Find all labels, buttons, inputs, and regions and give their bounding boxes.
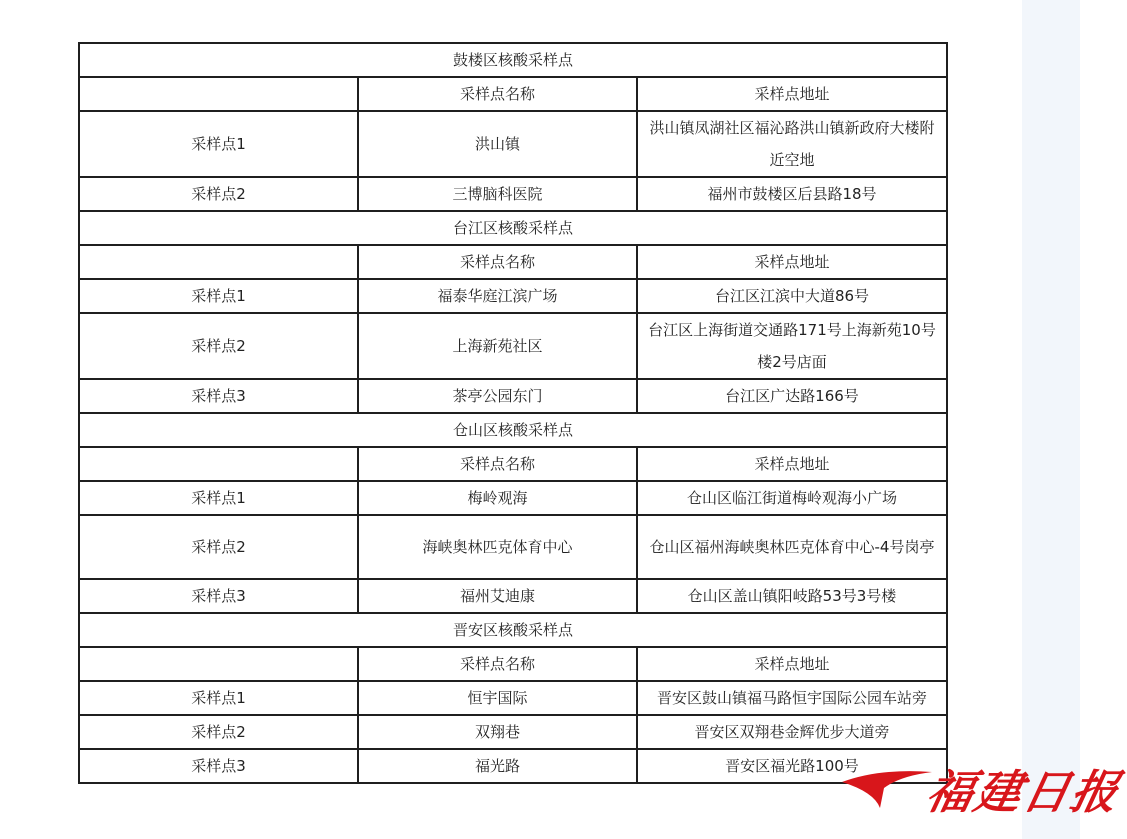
- site-label: 采样点2: [79, 177, 358, 211]
- site-name: 上海新苑社区: [358, 313, 637, 379]
- site-name: 恒宇国际: [358, 681, 637, 715]
- site-label: 采样点1: [79, 279, 358, 313]
- district-title: 晋安区核酸采样点: [79, 613, 947, 647]
- site-name: 福光路: [358, 749, 637, 783]
- header-cell-address: 采样点地址: [637, 77, 947, 111]
- site-name: 双翔巷: [358, 715, 637, 749]
- site-address: 台江区上海街道交通路171号上海新苑10号楼2号店面: [637, 313, 947, 379]
- fujian-daily-watermark: [840, 756, 1126, 826]
- district-title-row: [79, 413, 947, 447]
- site-label: 采样点1: [79, 481, 358, 515]
- header-cell-empty: [79, 647, 358, 681]
- site-address: 仓山区福州海峡奥林匹克体育中心-4号岗亭: [637, 515, 947, 579]
- table-row: [79, 481, 947, 515]
- district-title-row: [79, 613, 947, 647]
- table-row: [79, 379, 947, 413]
- right-background-strip: [1022, 0, 1080, 839]
- site-name: 茶亭公园东门: [358, 379, 637, 413]
- site-label: 采样点2: [79, 715, 358, 749]
- table-row: [79, 313, 947, 379]
- site-label: 采样点1: [79, 681, 358, 715]
- site-label: 采样点3: [79, 579, 358, 613]
- district-title: 鼓楼区核酸采样点: [79, 43, 947, 77]
- header-cell-empty: [79, 245, 358, 279]
- district-title: 台江区核酸采样点: [79, 211, 947, 245]
- header-row: [79, 447, 947, 481]
- header-cell-name: 采样点名称: [358, 77, 637, 111]
- table-row: [79, 749, 947, 783]
- table-row: [79, 681, 947, 715]
- header-row: [79, 245, 947, 279]
- header-cell-address: 采样点地址: [637, 647, 947, 681]
- table-row: [79, 515, 947, 579]
- sampling-sites-table: [78, 42, 948, 784]
- site-label: 采样点3: [79, 379, 358, 413]
- site-name: 梅岭观海: [358, 481, 637, 515]
- site-name: 福州艾迪康: [358, 579, 637, 613]
- site-address: 晋安区双翔巷金辉优步大道旁: [637, 715, 947, 749]
- table-row: [79, 177, 947, 211]
- table-row: [79, 715, 947, 749]
- site-name: 福泰华庭江滨广场: [358, 279, 637, 313]
- site-name: 洪山镇: [358, 111, 637, 177]
- district-title-row: [79, 43, 947, 77]
- table-row: [79, 279, 947, 313]
- header-cell-address: 采样点地址: [637, 245, 947, 279]
- site-address: 晋安区福光路100号: [637, 749, 947, 783]
- table-row: [79, 111, 947, 177]
- district-title-row: [79, 211, 947, 245]
- header-row: [79, 647, 947, 681]
- site-name: 海峡奥林匹克体育中心: [358, 515, 637, 579]
- watermark-text: 福建日报: [921, 765, 1126, 819]
- site-address: 仓山区盖山镇阳岐路53号3号楼: [637, 579, 947, 613]
- site-label: 采样点3: [79, 749, 358, 783]
- header-cell-name: 采样点名称: [358, 245, 637, 279]
- site-address: 台江区广达路166号: [637, 379, 947, 413]
- header-cell-name: 采样点名称: [358, 647, 637, 681]
- header-cell-empty: [79, 447, 358, 481]
- district-title: 仓山区核酸采样点: [79, 413, 947, 447]
- site-address: 仓山区临江街道梅岭观海小广场: [637, 481, 947, 515]
- site-address: 福州市鼓楼区后县路18号: [637, 177, 947, 211]
- header-cell-address: 采样点地址: [637, 447, 947, 481]
- header-row: [79, 77, 947, 111]
- site-name: 三博脑科医院: [358, 177, 637, 211]
- site-label: 采样点1: [79, 111, 358, 177]
- site-address: 晋安区鼓山镇福马路恒宇国际公园车站旁: [637, 681, 947, 715]
- site-label: 采样点2: [79, 313, 358, 379]
- header-cell-empty: [79, 77, 358, 111]
- site-address: 台江区江滨中大道86号: [637, 279, 947, 313]
- table-row: [79, 579, 947, 613]
- header-cell-name: 采样点名称: [358, 447, 637, 481]
- red-swoosh-icon: [840, 762, 936, 818]
- site-label: 采样点2: [79, 515, 358, 579]
- site-address: 洪山镇凤湖社区福沁路洪山镇新政府大楼附近空地: [637, 111, 947, 177]
